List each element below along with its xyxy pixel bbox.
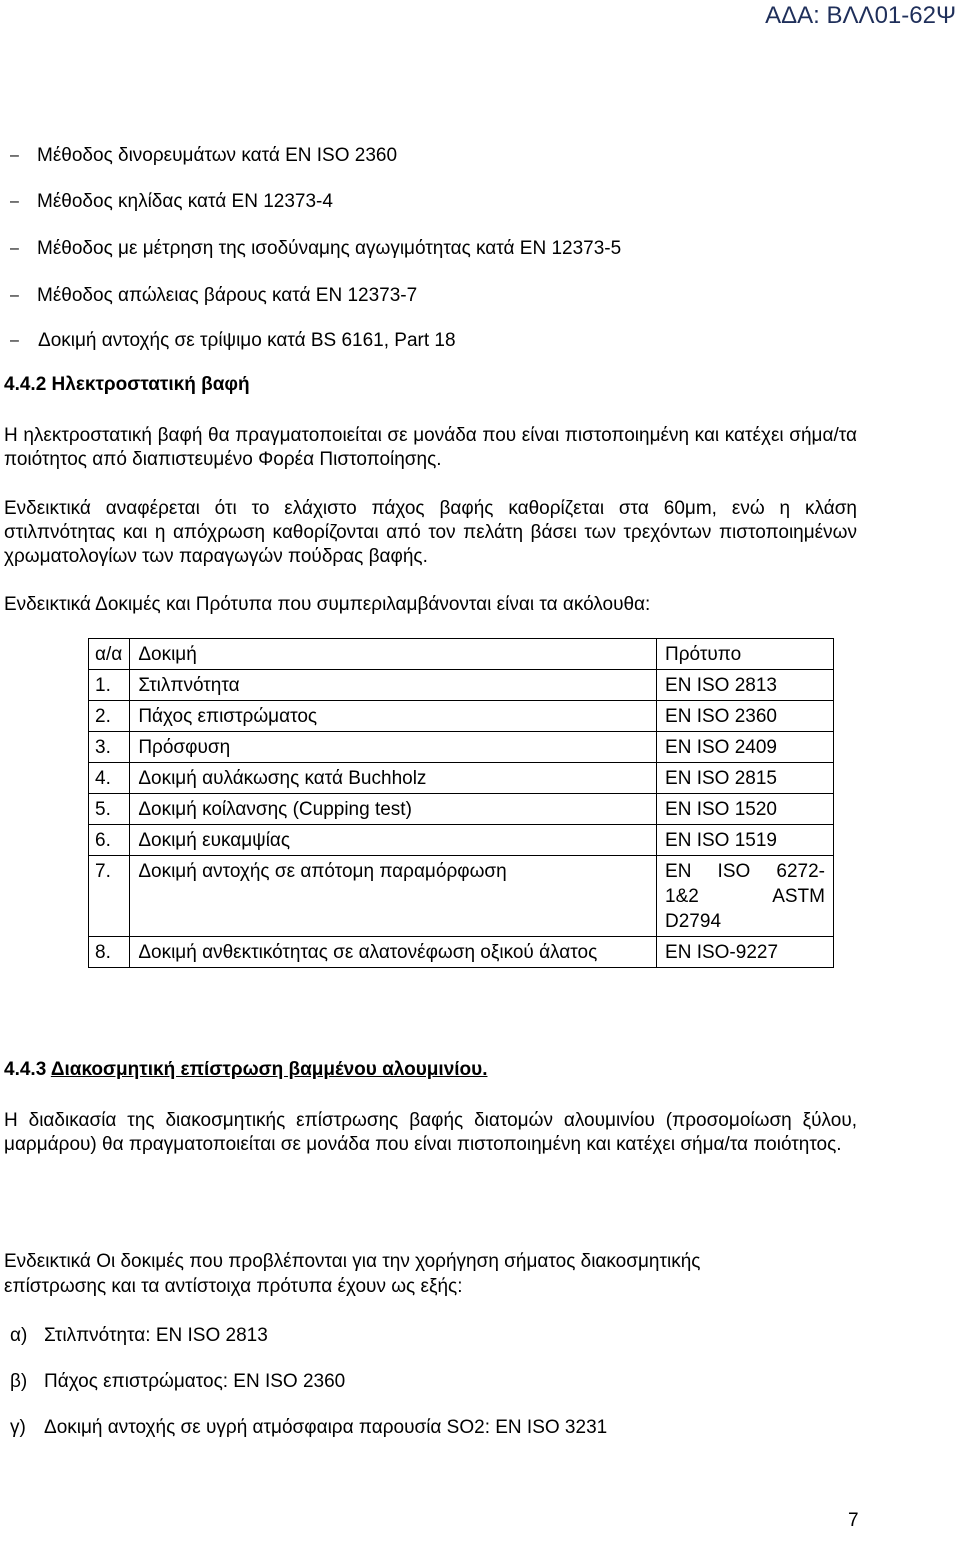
- heading-number: 4.4.3: [4, 1059, 47, 1080]
- list-item-text: Δοκιμή αντοχής σε υγρή ατμόσφαιρα παρουσία SO2: ΕΝ ISO 3231: [44, 1417, 608, 1438]
- test-name: Πρόσφυση: [130, 732, 657, 763]
- standard: ΕΝ ISO 1519: [657, 825, 834, 856]
- paragraph: Η διαδικασία της διακοσμητικής επίστρωσης βαφής διατομών αλουμινίου (προσομοίωση ξύλου, μαρμάρου) θα πραγματοποιείται σε μονάδα που είναι πιστοποιημένη και κατέχει σήμα/τα ποιότητος.: [4, 1110, 857, 1155]
- test-name: Δοκιμή αυλάκωσης κατά Buchholz: [130, 763, 657, 794]
- standard: ΕΝ ISO 2360: [657, 701, 834, 732]
- test-name: Δοκιμή κοίλανσης (Cupping test): [130, 794, 657, 825]
- list-item-text: Μέθοδος δινορευμάτων κατά ΕΝ ISO 2360: [37, 145, 398, 166]
- standard-line: 1&2 ASTM: [665, 886, 825, 907]
- table-row: [89, 763, 834, 794]
- list-item-text: Μέθοδος με μέτρηση της ισοδύναμης αγωγιμότητας κατά ΕΝ 12373-5: [37, 238, 622, 259]
- heading-title: Διακοσμητική επίστρωση βαμμένου αλουμινίου.: [50, 1059, 488, 1080]
- paragraph: Ενδεικτικά Δοκιμές και Πρότυπα που συμπεριλαμβάνονται είναι τα ακόλουθα:: [4, 594, 651, 615]
- header-cell: Πρότυπο: [657, 639, 834, 670]
- test-name: Στιλπνότητα: [130, 670, 657, 701]
- tests-table: [88, 638, 834, 968]
- list-item: [10, 1370, 345, 1394]
- table-row: [89, 794, 834, 825]
- section-heading-442: [4, 373, 250, 397]
- test-name: Δοκιμή αντοχής σε απότομη παραμόρφωση: [130, 856, 657, 937]
- list-item: [10, 1416, 607, 1440]
- standard-line: ΕΝ ISO 6272-: [665, 861, 825, 882]
- table-row: [89, 856, 834, 937]
- list-marker: α): [10, 1325, 28, 1346]
- heading-number: 4.4.2: [4, 374, 47, 395]
- standard: ΕΝ ISO 2813: [657, 670, 834, 701]
- section-heading-443: [4, 1058, 487, 1082]
- row-number: 6.: [89, 825, 130, 856]
- standard: ΕΝ ISO 1520: [657, 794, 834, 825]
- dash-bullet: –: [10, 147, 19, 164]
- table-row: [89, 937, 834, 968]
- list-item-text: Δοκιμή αντοχής σε τρίψιμο κατά BS 6161, Part 18: [38, 330, 456, 351]
- row-number: 8.: [89, 937, 130, 968]
- list-marker: γ): [10, 1417, 26, 1438]
- standard: [657, 856, 834, 937]
- list-item-text: Πάχος επιστρώματος: ΕΝ ISO 2360: [44, 1371, 346, 1392]
- paragraph: Η ηλεκτροστατική βαφή θα πραγματοποιείται σε μονάδα που είναι πιστοποιημένη και κατέχει σήμα/τα ποιότητος από διαπιστευμένο Φορέα Πιστοποίησης.: [4, 425, 857, 470]
- list-item-text: Στιλπνότητα: ΕΝ ISO 2813: [44, 1325, 268, 1346]
- ada-code: ΑΔΑ: ΒΛΛ01-62Ψ: [765, 2, 956, 29]
- header-cell: α/α: [89, 639, 130, 670]
- standard-line: D2794: [665, 911, 722, 932]
- paragraph-line: Ενδεικτικά Οι δοκιμές που προβλέπονται για την χορήγηση σήματος διακοσμητικής: [4, 1251, 701, 1272]
- row-number: 1.: [89, 670, 130, 701]
- row-number: 5.: [89, 794, 130, 825]
- list-item: [10, 1324, 268, 1348]
- row-number: 4.: [89, 763, 130, 794]
- standard: ΕΝ ISO 2409: [657, 732, 834, 763]
- table-row: [89, 670, 834, 701]
- heading-title: Ηλεκτροστατική βαφή: [51, 374, 250, 395]
- test-name: Πάχος επιστρώματος: [130, 701, 657, 732]
- dash-bullet: –: [10, 287, 19, 304]
- row-number: 2.: [89, 701, 130, 732]
- row-number: 3.: [89, 732, 130, 763]
- row-number: 7.: [89, 856, 130, 937]
- page-number: 7: [848, 1510, 859, 1531]
- header-cell: Δοκιμή: [130, 639, 657, 670]
- standard: ΕΝ ISO-9227: [657, 937, 834, 968]
- list-marker: β): [10, 1371, 28, 1392]
- dash-bullet: –: [10, 193, 19, 210]
- table-row: [89, 825, 834, 856]
- dash-bullet: –: [10, 332, 19, 349]
- test-name: Δοκιμή ευκαμψίας: [130, 825, 657, 856]
- paragraph: Ενδεικτικά αναφέρεται ότι το ελάχιστο πάχος βαφής καθορίζεται στα 60μm, ενώ η κλάση στιλπνότητας και η απόχρωση καθορίζονται από τον πελάτη βάσει των τρεχόντων πιστοποιημένων χρωματολογίων των παραγωγών πούδρας βαφής.: [4, 498, 857, 567]
- dash-bullet: –: [10, 240, 19, 257]
- list-item-text: Μέθοδος κηλίδας κατά ΕΝ 12373-4: [37, 191, 333, 212]
- table-row: [89, 701, 834, 732]
- test-name: Δοκιμή ανθεκτικότητας σε αλατονέφωση οξικού άλατος: [130, 937, 657, 968]
- standard: ΕΝ ISO 2815: [657, 763, 834, 794]
- table-header-row: [89, 639, 834, 670]
- table-row: [89, 732, 834, 763]
- list-item-text: Μέθοδος απώλειας βάρους κατά ΕΝ 12373-7: [37, 285, 418, 306]
- paragraph-line: επίστρωσης και τα αντίστοιχα πρότυπα έχουν ως εξής:: [4, 1276, 463, 1297]
